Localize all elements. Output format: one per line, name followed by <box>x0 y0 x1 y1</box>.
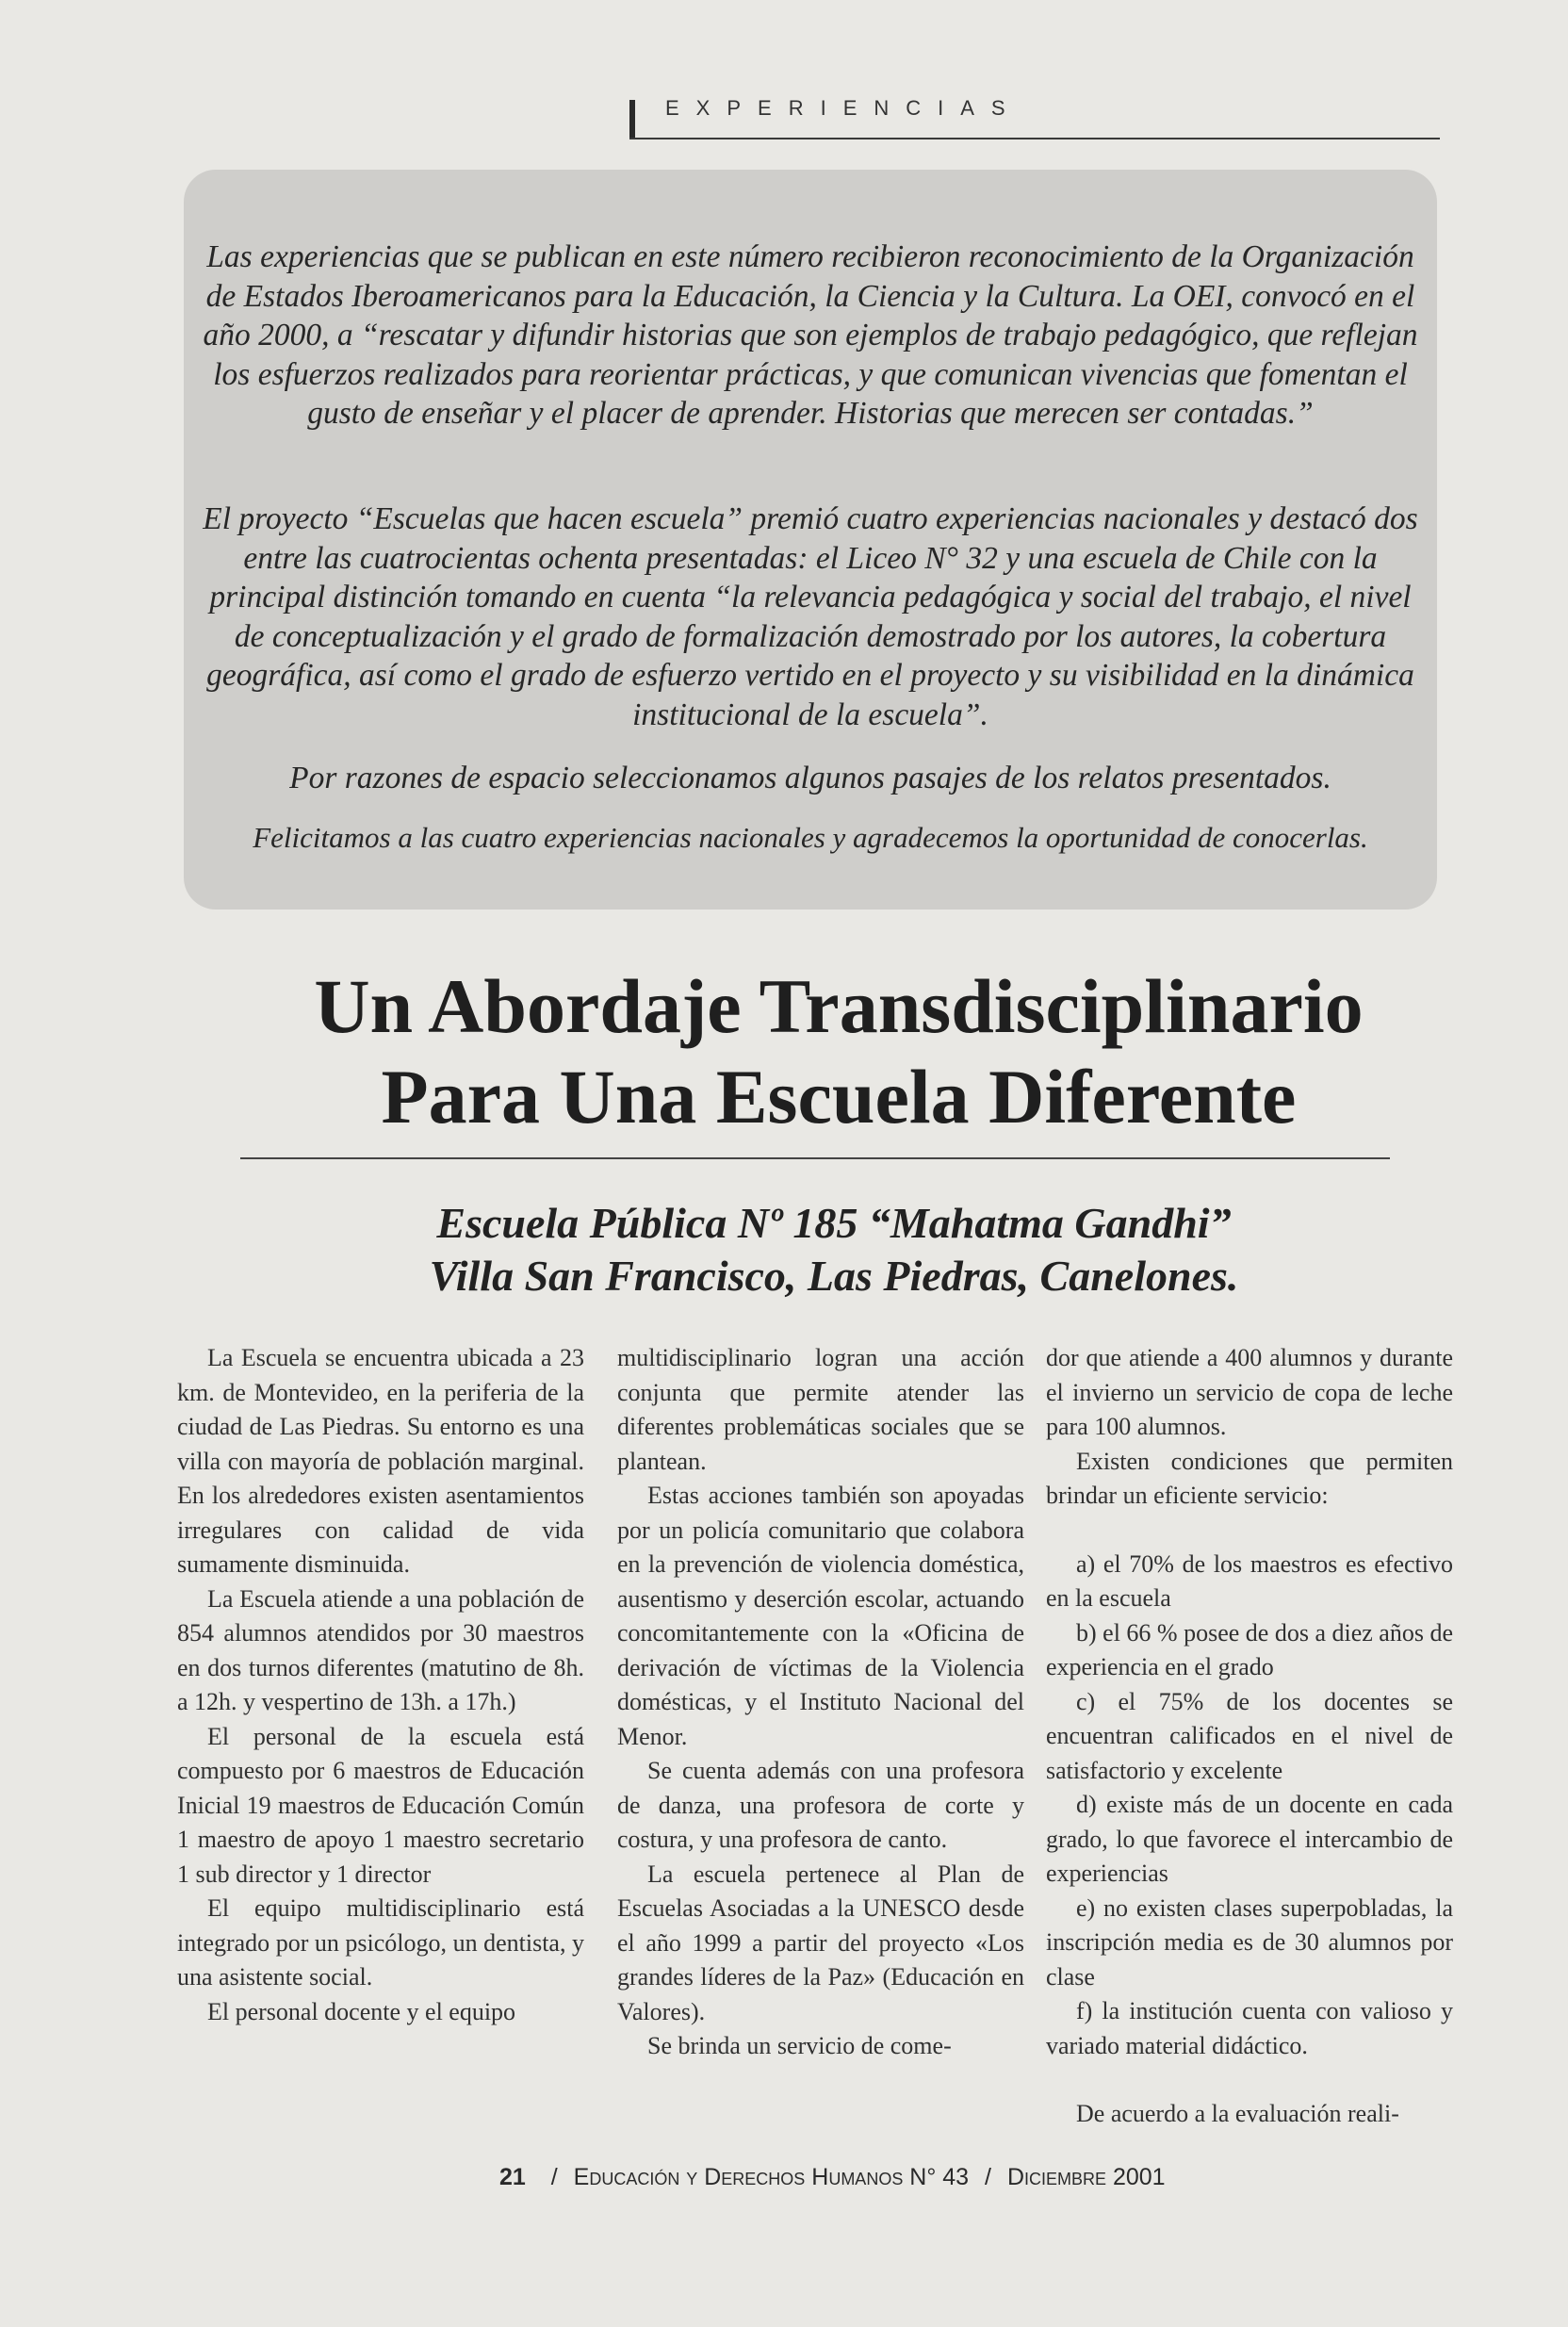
list-item: c) el 75% de los docentes se encuentran calificados en el nivel de satisfactorio y excelente <box>1046 1687 1453 1784</box>
paragraph: De acuerdo a la evaluación reali- <box>1076 2100 1399 2127</box>
intro-paragraph-4: Felicitamos a las cuatro experiencias nacionales y agradecemos la oportunidad de conocerlas. <box>253 821 1368 854</box>
list-item: e) no existen clases superpobladas, la inscripción media es de 30 alumnos por clase <box>1046 1893 1453 1991</box>
publication-name: Educación y Derechos Humanos <box>573 2164 904 2190</box>
paragraph: Se brinda un servicio de come- <box>647 2032 952 2059</box>
paragraph: multidisciplinario logran una acción conjunta que permite atender las diferentes problemáticas sociales que se plantean. <box>617 1344 1024 1475</box>
subtitle-line-1: Escuela Pública Nº 185 “Mahatma Gandhi” <box>436 1199 1232 1247</box>
article-column-1 <box>177 1341 584 2029</box>
paragraph: Se cuenta además con una profesora de danza, una profesora de corte y costura, y una profesora de canto. <box>617 1757 1024 1853</box>
paragraph: La Escuela se encuentra ubicada a 23 km. de Montevideo, en la periferia de la ciudad de Las Piedras. Su entorno es una villa con mayoría de población marginal. En los alrededores existen asentamientos irregulares con calidad de vida sumamente disminuida. <box>177 1344 584 1578</box>
issue-number: N° 43 <box>909 2164 970 2190</box>
intro-paragraph-2: El proyecto “Escuelas que hacen escuela” premió cuatro experiencias nacionales y destacó dos entre las cuatrocientas ochenta presentadas: el Liceo N° 32 y una escuela de Chile con la principal distinción tomando en cuenta “la relevancia pedagógica y social del trabajo, el nivel de conceptualización y el grado de formalización demostrado por los autores, la cobertura geográfica, así como el grado de esfuerzo vertido en el proyecto y su visibilidad en la dinámica institucional de la escuela”. <box>203 501 1418 732</box>
article-title-line-1: Un Abordaje Transdisciplinario <box>314 963 1364 1049</box>
list-item: b) el 66 % posee de dos a diez años de experiencia en el grado <box>1046 1618 1453 1680</box>
issue-date: Diciembre 2001 <box>1006 2164 1166 2190</box>
paragraph: Estas acciones también son apoyadas por un policía comunitario que colabora en la prevención de violencia doméstica, ausentismo y deserción escolar, actuando concomitantemente con la «Oficina de derivación de víctimas de la Violencia domésticas, y el Instituto Nacional del Menor. <box>617 1482 1024 1750</box>
article-subtitle <box>250 1197 1418 1303</box>
page-number: 21 <box>499 2164 526 2190</box>
paragraph: La Escuela atiende a una población de 854 alumnos atendidos por 30 maestros en dos turnos diferentes (matutino de 8h. a 12h. y vespertino de 13h. a 17h.) <box>177 1584 584 1715</box>
title-rule <box>240 1157 1390 1159</box>
section-marker-bar <box>629 100 635 138</box>
article-title <box>104 961 1568 1142</box>
paragraph: El personal docente y el equipo <box>207 1997 516 2025</box>
page-footer <box>499 2164 1253 2191</box>
intro-paragraph-3: Por razones de espacio seleccionamos algunos pasajes de los relatos presentados. <box>289 761 1331 795</box>
article-title-line-2: Para Una Escuela Diferente <box>381 1054 1297 1139</box>
list-item: a) el 70% de los maestros es efectivo en la escuela <box>1046 1549 1453 1612</box>
paragraph: La escuela pertenece al Plan de Escuelas Asociadas a la UNESCO desde el año 1999 a partir del proyecto «Los grandes líderes de la Paz» (Educación en Valores). <box>617 1860 1024 2025</box>
footer-separator-2: / <box>985 2164 991 2190</box>
article-column-3 <box>1046 1341 1453 2132</box>
intro-paragraph-1: Las experiencias que se publican en este número recibieron reconocimiento de la Organización de Estados Iberoamericanos para la Educación, la Ciencia y la Cultura. La OEI, convocó en el año 2000, a “rescatar y difundir historias que son ejemplos de trabajo pedagógico, que reflejan los esfuerzos realizados para reorientar prácticas, y que comunican vivencias que fomentan el gusto de enseñar y el placer de aprender. Historias que merecen ser contadas.” <box>203 239 1418 431</box>
paragraph: Existen condiciones que permiten brindar un eficiente servicio: <box>1046 1447 1453 1509</box>
subtitle-line-2: Villa San Francisco, Las Piedras, Canelones. <box>429 1252 1239 1300</box>
intro-box <box>184 170 1437 909</box>
paragraph: dor que atiende a 400 alumnos y durante el invierno un servicio de copa de leche para 100 alumnos. <box>1046 1344 1453 1440</box>
paragraph: El equipo multidisciplinario está integrado por un psicólogo, un dentista, y una asistente social. <box>177 1894 584 1991</box>
list-item: f) la institución cuenta con valioso y variado material didáctico. <box>1046 1997 1453 2059</box>
footer-separator: / <box>550 2164 558 2190</box>
paragraph: El personal de la escuela está compuesto por 6 maestros de Educación Inicial 19 maestros de Educación Común 1 maestro de apoyo 1 maestro secretario 1 sub director y 1 director <box>177 1722 584 1888</box>
article-column-2 <box>617 1341 1024 2064</box>
list-item: d) existe más de un docente en cada grado, lo que favorece el intercambio de experiencias <box>1046 1791 1453 1887</box>
section-header <box>629 90 1440 139</box>
section-title: EXPERIENCIAS <box>665 96 1022 120</box>
